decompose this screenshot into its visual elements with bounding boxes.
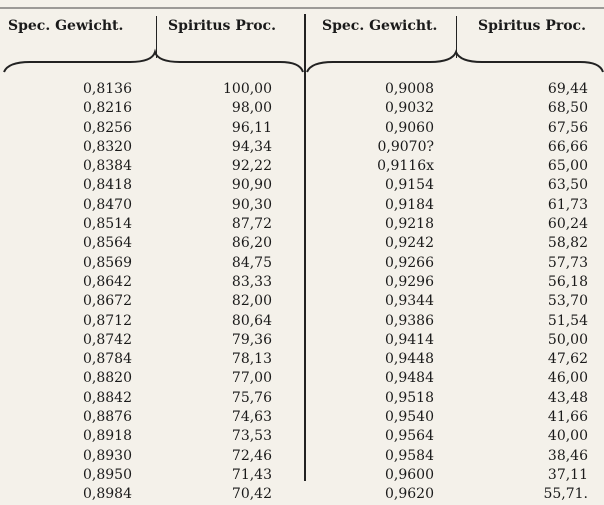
table-cell: 0,9600 [385,466,434,483]
table-cell: 0,8820 [83,370,132,387]
table-cell: 74,63 [231,409,272,426]
table-cell: 80,64 [231,312,272,329]
table-cell: 0,9448 [385,351,434,368]
table-cell: 96,11 [231,119,272,136]
table-cell: 90,30 [231,196,272,213]
table-cell: 69,44 [547,81,588,97]
table-cell: 0,8712 [83,312,132,329]
table-cell: 41,66 [547,409,588,426]
table-cell: 0,9344 [385,293,434,310]
table-cell: 0,8470 [83,196,132,213]
table-cell: 0,9564 [385,428,434,445]
table-cell: 70,42 [231,486,272,503]
table-cell: 84,75 [231,254,272,271]
table-cell: 0,9060 [385,119,434,136]
table-cell: 94,34 [231,138,272,155]
table-cell: 57,73 [547,254,588,271]
table-cell: 0,8876 [83,409,132,426]
table-cell: 87,72 [231,216,272,233]
table-cell: 0,9518 [385,389,434,406]
table-cell: 79,36 [231,331,272,348]
table-cell: 51,54 [547,312,588,329]
table-cell: 78,13 [231,351,272,368]
table-cell: 67,56 [547,119,588,136]
col-spirit-left [160,80,272,505]
table-cell: 66,66 [547,138,588,155]
table-cell: 86,20 [231,235,272,252]
table-cell: 43,48 [547,389,588,406]
col-spec-right [322,80,434,505]
table-cell: 0,9116x [377,158,434,175]
table-cell: 61,73 [547,196,588,213]
table-cell: 40,00 [547,428,588,445]
table-cell: 0,8918 [83,428,132,445]
header-spirit-right: Spiritus Proc. [478,18,586,34]
table-cell: 0,8930 [83,447,132,464]
header-spirit-left: Spiritus Proc. [168,18,276,34]
table-cell: 0,8950 [83,466,132,483]
table-cell: 53,70 [547,293,588,310]
table-cell: 0,9070? [377,138,434,155]
table-cell: 83,33 [231,273,272,290]
table-cell: 0,9184 [385,196,434,213]
table-cell: 0,8320 [83,138,132,155]
table-cell: 0,9584 [385,447,434,464]
table-cell: 0,8569 [83,254,132,271]
table-cell: 0,8842 [83,389,132,406]
table-cell: 71,43 [231,466,272,483]
table-cell: 0,8564 [83,235,132,252]
table-cell: 65,00 [547,158,588,175]
table-cell: 0,9154 [385,177,434,194]
table-cell: 0,9386 [385,312,434,329]
table-cell: 0,9242 [385,235,434,252]
table-cell: 0,8742 [83,331,132,348]
header-spec-right: Spec. Gewicht. [322,18,438,34]
table-cell: 0,8642 [83,273,132,290]
table-cell: 0,8784 [83,351,132,368]
table-cell: 98,00 [231,100,272,117]
table-cell: 72,46 [231,447,272,464]
col-spec-left [20,80,132,505]
table-cell: 0,8384 [83,158,132,175]
table-cell: 0,9620 [385,486,434,503]
table-cell: 0,8216 [83,100,132,117]
table-cell: 100,00 [223,81,272,97]
table-cell: 63,50 [547,177,588,194]
table-cell: 46,00 [547,370,588,387]
table-cell: 0,9032 [385,100,434,117]
header-spec-left: Spec. Gewicht. [8,18,124,34]
header-braces [0,0,604,90]
table-cell: 0,9540 [385,409,434,426]
table-cell: 0,9218 [385,216,434,233]
divider-center [304,14,306,481]
col-spirit-right [470,80,588,505]
table-cell: 90,90 [231,177,272,194]
table-cell: 0,8984 [83,486,132,503]
divider-right-inner [456,16,457,58]
table-cell: 0,8256 [83,119,132,136]
table-cell: 55,71. [543,486,588,503]
table-cell: 82,00 [231,293,272,310]
table-cell: 68,50 [547,100,588,117]
table-cell: 50,00 [547,331,588,348]
table-cell: 0,9266 [385,254,434,271]
table-cell: 37,11 [547,466,588,483]
table-cell: 0,8672 [83,293,132,310]
table-cell: 0,9008 [385,81,434,97]
table-cell: 0,9296 [385,273,434,290]
table-cell: 75,76 [231,389,272,406]
table-cell: 0,9484 [385,370,434,387]
table-cell: 77,00 [231,370,272,387]
table-cell: 73,53 [231,428,272,445]
table-cell: 92,22 [231,158,272,175]
divider-left-inner [156,16,157,58]
table-cell: 60,24 [547,216,588,233]
table-cell: 56,18 [547,273,588,290]
table-cell: 38,46 [547,447,588,464]
table-cell: 58,82 [547,235,588,252]
table-cell: 47,62 [547,351,588,368]
table-cell: 0,9414 [385,331,434,348]
table-cell: 0,8136 [83,81,132,97]
table-cell: 0,8418 [83,177,132,194]
table-cell: 0,8514 [83,216,132,233]
